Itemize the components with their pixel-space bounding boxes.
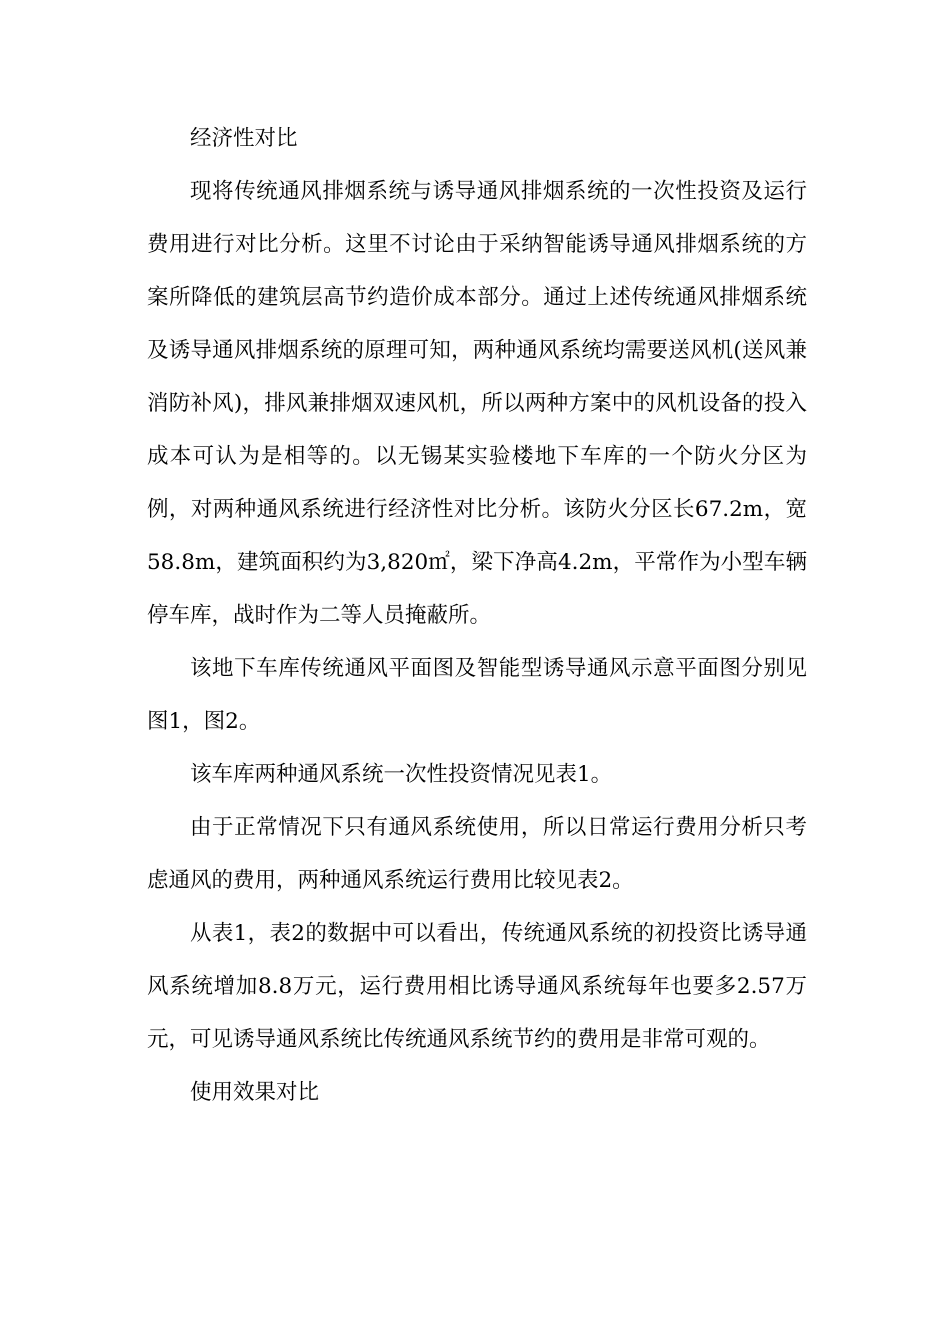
paragraph-comparison-intro: 现将传统通风排烟系统与诱导通风排烟系统的一次性投资及运行费用进行对比分析。这里不讨论由于采纳智能诱导通风排烟系统的方案所降低的建筑层高节约造价成本部分。通过上述传统通风排烟系统及诱导通风排烟系统的原理可知，两种通风系统均需要送风机(送风兼消防补风)，排风兼排烟双速风机，所以两种方案中的风机设备的投入成本可认为是相等的。以无锡某实验楼地下车库的一个防火分区为例，对两种通风系统进行经济性对比分析。该防火分区长67.2m，宽58.8m，建筑面积约为3,820㎡，梁下净高4.2m，平常作为小型车辆停车库，战时作为二等人员掩蔽所。 [147,179,807,628]
paragraph-conclusion: 从表1，表2的数据中可以看出，传统通风系统的初投资比诱导通风系统增加8.8万元，运行费用相比诱导通风系统每年也要多2.57万元，可见诱导通风系统比传统通风系统节约的费用是非常可观的。 [147,921,807,1052]
paragraph-operating-cost: 由于正常情况下只有通风系统使用，所以日常运行费用分析只考虑通风的费用，两种通风系统运行费用比较见表2。 [147,815,807,893]
paragraph-figure-reference: 该地下车库传统通风平面图及智能型诱导通风示意平面图分别见图1，图2。 [147,656,807,734]
paragraph-table1-reference: 该车库两种通风系统一次性投资情况见表1。 [190,762,613,787]
document-body [147,112,807,1119]
section-heading-economy: 经济性对比 [190,126,298,151]
section-heading-effect: 使用效果对比 [190,1080,320,1105]
